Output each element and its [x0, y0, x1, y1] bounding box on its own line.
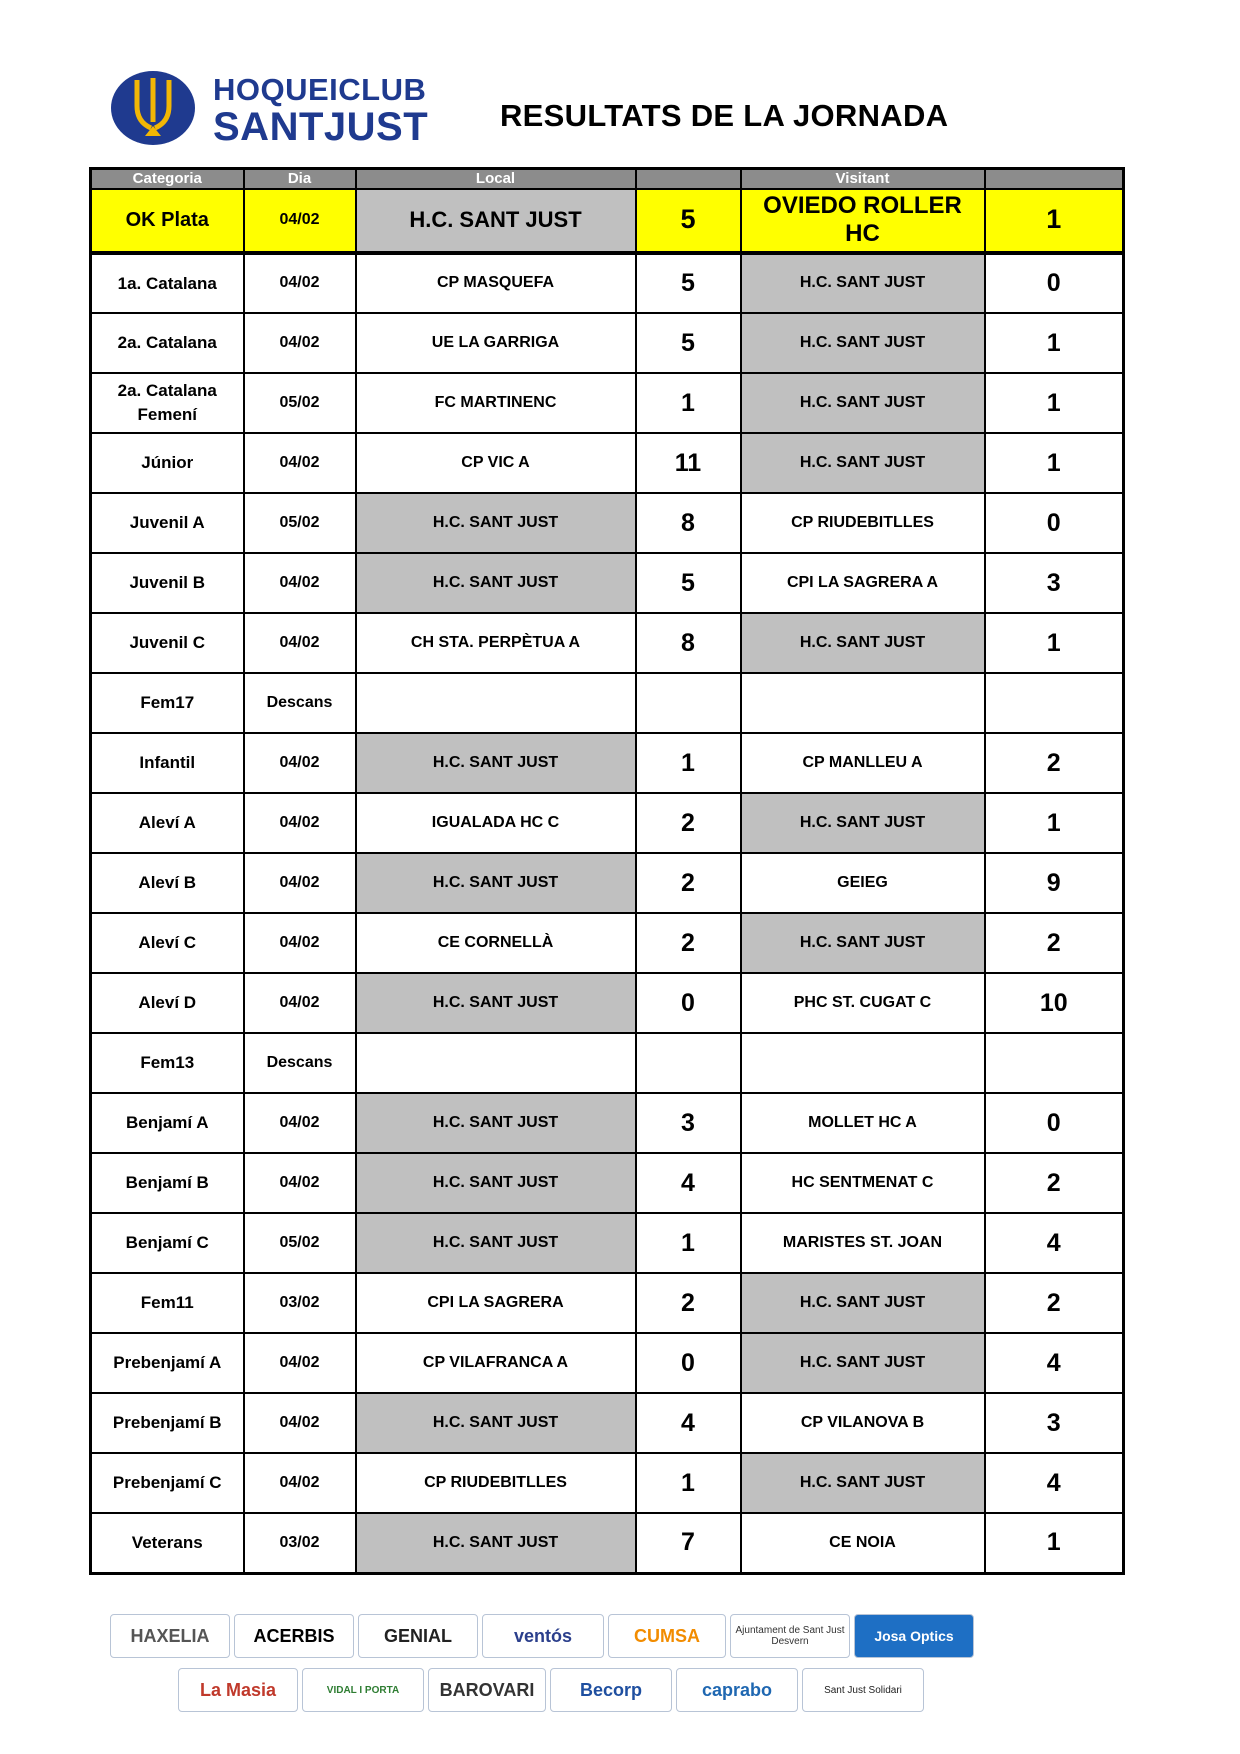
table-row: [91, 433, 1124, 493]
visitor-team-cell: H.C. SANT JUST: [741, 793, 985, 853]
sponsor-logo-ajuntament: [730, 1614, 850, 1658]
local-score-cell: 1: [636, 733, 741, 793]
sponsor-label: Ajuntament de Sant Just Desvern: [735, 1625, 845, 1647]
table-row: [91, 373, 1124, 433]
visitor-score-cell: [985, 1033, 1124, 1093]
local-team-cell: H.C. SANT JUST: [356, 1513, 636, 1573]
day-cell: 04/02: [244, 313, 356, 373]
table-row: [91, 1033, 1124, 1093]
visitor-team-cell: [741, 673, 985, 733]
visitor-team-cell: H.C. SANT JUST: [741, 913, 985, 973]
visitor-score-cell: 2: [985, 1273, 1124, 1333]
sponsor-label: HAXELIA: [130, 1625, 210, 1646]
local-score-cell: 5: [636, 313, 741, 373]
visitor-score-cell: 2: [985, 733, 1124, 793]
visitor-score-cell: 2: [985, 1153, 1124, 1213]
visitor-team-cell: H.C. SANT JUST: [741, 313, 985, 373]
category-cell: Infantil: [91, 733, 244, 793]
day-cell: 03/02: [244, 1513, 356, 1573]
local-team-cell: CP MASQUEFA: [356, 253, 636, 313]
visitor-score-cell: 4: [985, 1453, 1124, 1513]
day-cell: 04/02: [244, 1453, 356, 1513]
category-cell: Fem11: [91, 1273, 244, 1333]
sponsor-logo-ventos: [482, 1614, 604, 1658]
sponsor-logo-vidal-porta: [302, 1668, 424, 1712]
club-logo-icon: [110, 70, 196, 146]
visitor-score-cell: 9: [985, 853, 1124, 913]
table-row: [91, 1153, 1124, 1213]
visitor-team-cell: H.C. SANT JUST: [741, 253, 985, 313]
visitor-score-cell: 2: [985, 913, 1124, 973]
visitor-team-cell: H.C. SANT JUST: [741, 1273, 985, 1333]
table-row: [91, 733, 1124, 793]
table-row: [91, 973, 1124, 1033]
visitor-team-cell: CE NOIA: [741, 1513, 985, 1573]
day-cell: 04/02: [244, 1393, 356, 1453]
visitor-team-cell: PHC ST. CUGAT C: [741, 973, 985, 1033]
visitor-team-cell: GEIEG: [741, 853, 985, 913]
column-header-category: Categoria: [91, 169, 244, 189]
column-header-local-score: [636, 169, 741, 189]
category-cell: Aleví D: [91, 973, 244, 1033]
local-score-cell: 2: [636, 793, 741, 853]
visitor-score-cell: 1: [985, 433, 1124, 493]
table-row: [91, 493, 1124, 553]
column-header-day: Dia: [244, 169, 356, 189]
category-cell: Benjamí B: [91, 1153, 244, 1213]
sponsor-label: La Masia: [199, 1679, 277, 1700]
sponsors-bar: [110, 1614, 1140, 1726]
category-cell: Aleví B: [91, 853, 244, 913]
sponsor-logo-becorp: [550, 1668, 672, 1712]
visitor-team-cell: CP RIUDEBITLLES: [741, 493, 985, 553]
club-logo: [110, 68, 440, 148]
local-team-cell: H.C. SANT JUST: [356, 1393, 636, 1453]
sponsor-label: caprabo: [701, 1679, 773, 1700]
category-cell: Aleví A: [91, 793, 244, 853]
local-score-cell: 8: [636, 493, 741, 553]
local-team-cell: H.C. SANT JUST: [356, 853, 636, 913]
day-cell: 04/02: [244, 1153, 356, 1213]
day-cell: 03/02: [244, 1273, 356, 1333]
visitor-score-cell: 0: [985, 493, 1124, 553]
table-row: [91, 913, 1124, 973]
local-team-cell: H.C. SANT JUST: [356, 493, 636, 553]
day-cell: 04/02: [244, 733, 356, 793]
sponsor-logo-haxelia: [110, 1614, 230, 1658]
local-team-cell: CPI LA SAGRERA: [356, 1273, 636, 1333]
local-score-cell: 2: [636, 1273, 741, 1333]
local-score-cell: 2: [636, 913, 741, 973]
local-score-cell: 11: [636, 433, 741, 493]
column-header-visitor: Visitant: [741, 169, 985, 189]
visitor-team-cell: HC SENTMENAT C: [741, 1153, 985, 1213]
local-team-cell: CH STA. PERPÈTUA A: [356, 613, 636, 673]
category-cell: Juvenil B: [91, 553, 244, 613]
sponsor-logo-cumsa: [608, 1614, 726, 1658]
table-row: [91, 1453, 1124, 1513]
visitor-score-cell: 1: [985, 1513, 1124, 1573]
sponsor-label: Becorp: [579, 1679, 642, 1700]
table-row: [91, 1393, 1124, 1453]
local-score-cell: 5: [636, 553, 741, 613]
visitor-score-cell: 1: [985, 313, 1124, 373]
local-team-cell: H.C. SANT JUST: [356, 1093, 636, 1153]
visitor-score-cell: 1: [985, 613, 1124, 673]
local-score-cell: 1: [636, 1453, 741, 1513]
visitor-score-cell: 1: [985, 793, 1124, 853]
local-score-cell: 7: [636, 1513, 741, 1573]
logo-line-2: SANTJUST: [213, 105, 429, 149]
page-header: [110, 68, 1010, 148]
visitor-score-cell: 3: [985, 1393, 1124, 1453]
visitor-team-cell: MOLLET HC A: [741, 1093, 985, 1153]
local-team-cell: UE LA GARRIGA: [356, 313, 636, 373]
column-header-visitor-score: [985, 169, 1124, 189]
sponsor-logo-josa-optics: [854, 1614, 974, 1658]
category-cell: Júnior: [91, 433, 244, 493]
sponsor-logo-acerbis: [234, 1614, 354, 1658]
day-cell: 04/02: [244, 853, 356, 913]
visitor-team-cell: CP MANLLEU A: [741, 733, 985, 793]
visitor-team-cell: H.C. SANT JUST: [741, 373, 985, 433]
local-score-cell: 5: [636, 189, 741, 254]
day-cell: 04/02: [244, 973, 356, 1033]
day-cell: Descans: [244, 673, 356, 733]
day-cell: 04/02: [244, 613, 356, 673]
day-cell: 04/02: [244, 189, 356, 254]
local-team-cell: H.C. SANT JUST: [356, 973, 636, 1033]
local-score-cell: 2: [636, 853, 741, 913]
visitor-team-cell: H.C. SANT JUST: [741, 433, 985, 493]
category-cell: Prebenjamí C: [91, 1453, 244, 1513]
sponsor-label: GENIAL: [383, 1625, 452, 1646]
category-cell: Aleví C: [91, 913, 244, 973]
day-cell: 04/02: [244, 913, 356, 973]
category-cell: Juvenil C: [91, 613, 244, 673]
table-row: [91, 1513, 1124, 1573]
local-team-cell: IGUALADA HC C: [356, 793, 636, 853]
local-team-cell: [356, 673, 636, 733]
sponsor-logo-barovari: [428, 1668, 546, 1712]
local-team-cell: H.C. SANT JUST: [356, 1213, 636, 1273]
sponsor-label: ACERBIS: [253, 1625, 335, 1646]
table-row: [91, 313, 1124, 373]
visitor-team-cell: H.C. SANT JUST: [741, 1333, 985, 1393]
table-row: [91, 1273, 1124, 1333]
local-score-cell: 5: [636, 253, 741, 313]
category-cell: Prebenjamí B: [91, 1393, 244, 1453]
sponsor-label: BAROVARI: [439, 1679, 535, 1700]
local-score-cell: [636, 673, 741, 733]
table-row: [91, 853, 1124, 913]
day-cell: 04/02: [244, 793, 356, 853]
local-score-cell: [636, 1033, 741, 1093]
day-cell: 04/02: [244, 1093, 356, 1153]
category-cell: Prebenjamí A: [91, 1333, 244, 1393]
day-cell: 04/02: [244, 553, 356, 613]
visitor-score-cell: 3: [985, 553, 1124, 613]
logo-line-1: HOQUEICLUB: [213, 72, 427, 107]
category-cell: Juvenil A: [91, 493, 244, 553]
local-team-cell: H.C. SANT JUST: [356, 553, 636, 613]
visitor-score-cell: 0: [985, 253, 1124, 313]
visitor-team-cell: CP VILANOVA B: [741, 1393, 985, 1453]
local-score-cell: 4: [636, 1153, 741, 1213]
day-cell: 05/02: [244, 1213, 356, 1273]
table-row: [91, 253, 1124, 313]
column-header-local: Local: [356, 169, 636, 189]
local-score-cell: 1: [636, 373, 741, 433]
visitor-team-cell: H.C. SANT JUST: [741, 613, 985, 673]
day-cell: 04/02: [244, 253, 356, 313]
table-row: [91, 189, 1124, 254]
day-cell: 04/02: [244, 433, 356, 493]
visitor-score-cell: 10: [985, 973, 1124, 1033]
sponsor-logo-lamasia: [178, 1668, 298, 1712]
local-score-cell: 4: [636, 1393, 741, 1453]
visitor-score-cell: 4: [985, 1333, 1124, 1393]
sponsor-label: ventós: [513, 1625, 573, 1646]
day-cell: Descans: [244, 1033, 356, 1093]
results-body: [91, 189, 1124, 1574]
sponsor-logo-caprabo: [676, 1668, 798, 1712]
table-row: [91, 1213, 1124, 1273]
sponsor-label: Josa Optics: [874, 1628, 954, 1644]
local-team-cell: CP RIUDEBITLLES: [356, 1453, 636, 1513]
category-cell: Fem13: [91, 1033, 244, 1093]
table-row: [91, 1093, 1124, 1153]
category-cell: Benjamí A: [91, 1093, 244, 1153]
table-row: [91, 1333, 1124, 1393]
table-row: [91, 793, 1124, 853]
local-score-cell: 3: [636, 1093, 741, 1153]
visitor-team-cell: H.C. SANT JUST: [741, 1453, 985, 1513]
category-cell: 2a. Catalana: [91, 313, 244, 373]
visitor-score-cell: 4: [985, 1213, 1124, 1273]
visitor-score-cell: 0: [985, 1093, 1124, 1153]
day-cell: 04/02: [244, 1333, 356, 1393]
local-team-cell: H.C. SANT JUST: [356, 1153, 636, 1213]
category-cell: Benjamí C: [91, 1213, 244, 1273]
visitor-team-cell: MARISTES ST. JOAN: [741, 1213, 985, 1273]
category-cell: Veterans: [91, 1513, 244, 1573]
results-table: [89, 167, 1125, 1575]
visitor-team-cell: CPI LA SAGRERA A: [741, 553, 985, 613]
table-row: [91, 673, 1124, 733]
local-team-cell: CP VILAFRANCA A: [356, 1333, 636, 1393]
visitor-team-cell: [741, 1033, 985, 1093]
local-team-cell: H.C. SANT JUST: [356, 733, 636, 793]
page-title: RESULTATS DE LA JORNADA: [500, 98, 949, 133]
table-row: [91, 553, 1124, 613]
local-team-cell: FC MARTINENC: [356, 373, 636, 433]
sponsor-logo-sant-just-solidari: [802, 1668, 924, 1712]
local-team-cell: CP VIC A: [356, 433, 636, 493]
category-cell: 2a. Catalana Femení: [91, 373, 244, 433]
sponsor-label: Sant Just Solidari: [824, 1684, 902, 1696]
visitor-score-cell: 1: [985, 189, 1124, 254]
visitor-score-cell: 1: [985, 373, 1124, 433]
day-cell: 05/02: [244, 493, 356, 553]
table-header-row: [91, 169, 1124, 189]
visitor-team-cell: OVIEDO ROLLER HC: [741, 189, 985, 254]
visitor-score-cell: [985, 673, 1124, 733]
local-score-cell: 0: [636, 973, 741, 1033]
sponsor-label: VIDAL I PORTA: [326, 1684, 400, 1696]
category-cell: 1a. Catalana: [91, 253, 244, 313]
local-score-cell: 0: [636, 1333, 741, 1393]
table-row: [91, 613, 1124, 673]
local-score-cell: 8: [636, 613, 741, 673]
local-team-cell: CE CORNELLÀ: [356, 913, 636, 973]
sponsor-label: CUMSA: [634, 1625, 700, 1646]
category-cell: OK Plata: [91, 189, 244, 254]
sponsor-logo-genial: [358, 1614, 478, 1658]
local-score-cell: 1: [636, 1213, 741, 1273]
local-team-cell: H.C. SANT JUST: [356, 189, 636, 254]
local-team-cell: [356, 1033, 636, 1093]
day-cell: 05/02: [244, 373, 356, 433]
category-cell: Fem17: [91, 673, 244, 733]
